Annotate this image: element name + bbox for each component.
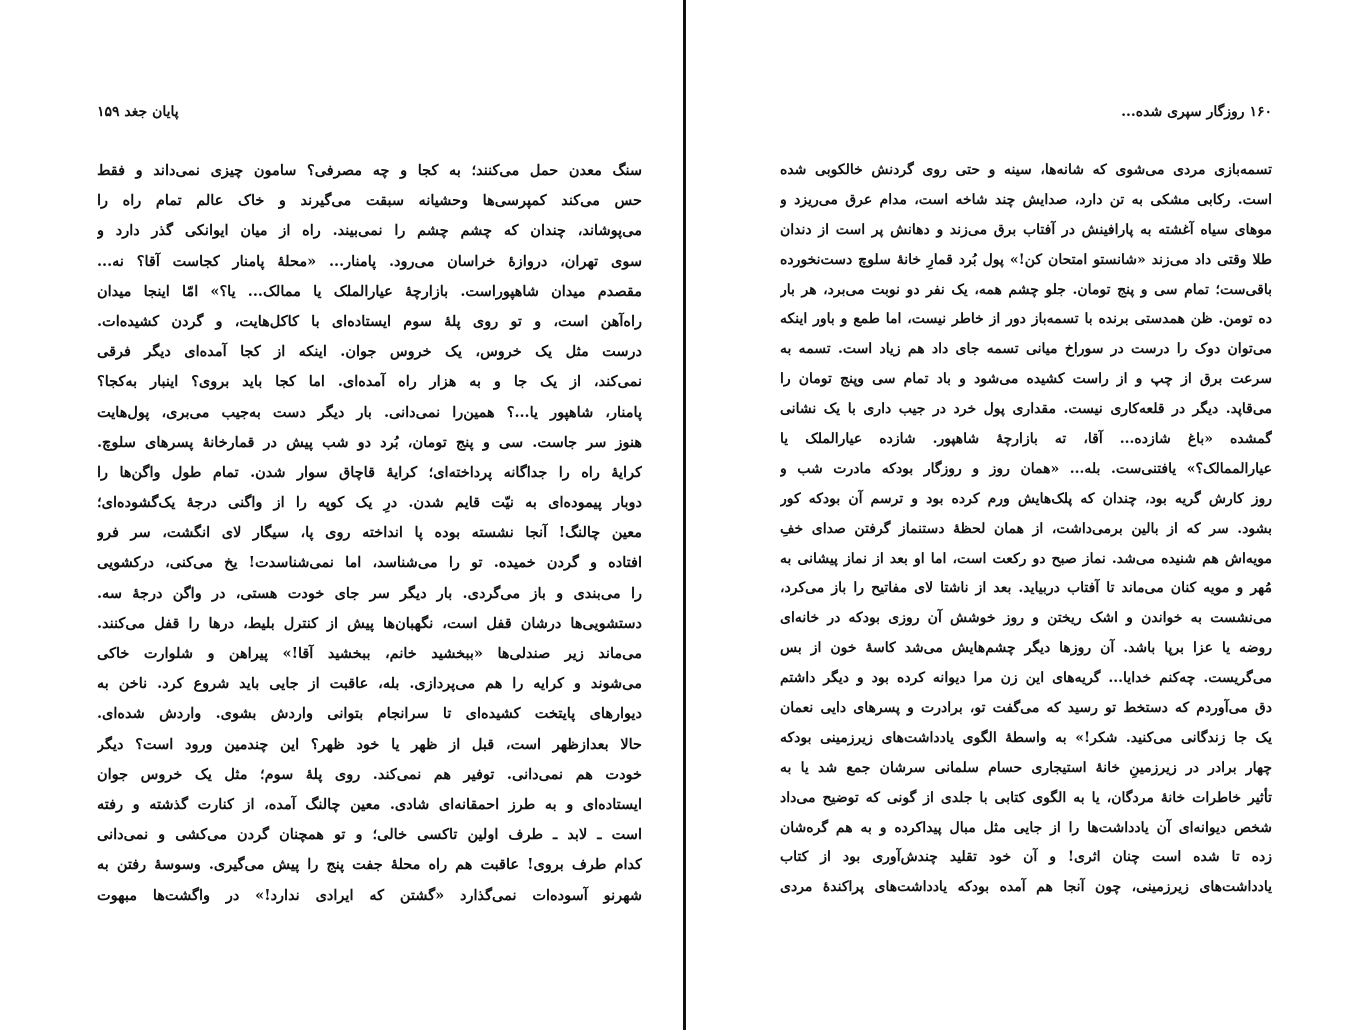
text-line: بشود. سر که از بالین برمی‌داشت، از همان لحظهٔ دستنماز گرفتن صدای خفِ	[780, 520, 1272, 537]
text-line: درست مثل یک خروس، یک خروس جوان. اینکه از کجا آمده‌ای دیگر فرقی	[97, 343, 642, 361]
text-line: حس می‌کند کمپرسی‌ها وحشیانه سبقت می‌گیرند و خاک عالم تمام راه را	[97, 192, 642, 210]
text-line: می‌توان دوک را درست در سوراخ میانی تسمه جای داد هم زیاد است. تسمه به	[780, 341, 1272, 358]
text-line: افتاده و گردن خمیده. تو را می‌شناسد، اما نمی‌شناسدت! یخ می‌کنی، درکشویی	[97, 554, 642, 572]
text-line: یادداشت‌های زیرزمینی، چون آنجا هم آمده بودکه یادداشت‌های پراکندهٔ مردی	[780, 879, 1272, 896]
text-line: عیارالممالک؟» یافتنی‌ست. بله... «همان روز و روزگار بودکه مادرت شب و	[780, 460, 1272, 477]
text-line: هنوز سر جاست. سی و پنج تومان، بُرد دو شب پیش در قمارخانهٔ پسرهای سلوچ.	[97, 433, 642, 451]
text-line: پامنار، شاهپور یا...؟ همین‌را نمی‌دانی. بار دیگر دست به‌جیب می‌بری، پول‌هایت	[97, 403, 642, 421]
text-line: می‌ماند زیر صندلی‌ها «ببخشید خانم، ببخشید آقا!» پیراهن و شلوارت خاکی	[97, 645, 642, 662]
text-line: ایستاده‌ای و به طرز احمقانه‌ای شادی. معین چالنگ آمده، از کنارت گذشته و رفته	[97, 795, 642, 813]
text-line: خودت هم نمی‌دانی. توفیر هم نمی‌کند. روی پلهٔ سوم؛ مثل یک خروس جوان	[97, 765, 642, 783]
page-gutter-divider	[683, 0, 686, 1030]
running-header-right: ۱۶۰ روزگار سپری شده...	[1121, 104, 1272, 120]
text-line: دستشویی‌ها درشان قفل است، نگهبان‌ها پیش از کنترل بلیط، درها را قفل می‌کنند.	[97, 614, 642, 632]
text-line: مُهر و مویه کنان می‌ماند تا آفتاب دربیاید. بعد از ناشتا لای مفاتیح را باز می‌کرد،	[780, 580, 1272, 597]
text-line: روضه یا عزا برپا باشد. آن روزها دیگر چشم‌هایش می‌شد کاسهٔ خون از بس	[780, 640, 1272, 657]
text-line: است ـ لابد ـ طرف اولین تاکسی خالی؛ و تو همچنان گردن می‌کشی و نمی‌دانی	[97, 826, 642, 844]
text-line: کدام طرف بروی! عاقبت هم راه محلهٔ جفت پنج را پیش می‌گیری. وسوسهٔ رفتن به	[97, 856, 642, 874]
text-line: می‌گریست. چه‌کنم خدایا... گریه‌های این زن مرا دیوانه کرده بود و دیگر داشتم	[780, 670, 1272, 687]
text-line: چهار برادر در زیرزمینِ خانهٔ استیجاری حسام سلمانی سرشان جمع شد یا به	[780, 759, 1272, 776]
right-page	[780, 0, 1272, 1030]
text-line: شهرنو آسوده‌ات نمی‌گذارد «گشتن که ایرادی ندارد!» در واگشت‌ها مبهوت	[97, 886, 642, 904]
text-line: گمشده «باغ شازده... آقا، ته بازارچهٔ شاهپور. شازده عیارالملک یا	[780, 431, 1272, 448]
text-line: می‌پوشاند، چندان که چشم چشم را نمی‌بیند. راه از میان ایوانکی گذر دارد و	[97, 222, 642, 240]
text-line: حالا بعدازظهر است، قبل از ظهر یا خود ظهر؟ این چندمین ورود است؟ دیگر	[97, 735, 642, 753]
text-line: را می‌بندی و باز می‌گردی. بار دیگر سر جای خودت هستی، در واگن درجهٔ سه.	[97, 584, 642, 602]
text-line: ده تومن. ظن همدستی برنده با تسمه‌باز دور از خاطر نیست، اما طمع و باور اینکه	[780, 311, 1272, 328]
text-line: می‌شوند و کرایه را هم می‌پردازی. بله، عاقبت از جایی باید شروع کرد. ناخن به	[97, 675, 642, 693]
text-line: نمی‌کند، از یک جا و به هزار راه آمده‌ای. اما کجا باید بروی؟ اینبار به‌کجا؟	[97, 373, 642, 391]
text-line: سوی تهران، دروازهٔ خراسان می‌رود. پامنار... «محلهٔ پامنار کجاست آقا؟ نه...	[97, 252, 642, 270]
text-line: باقی‌ست؛ تمام سی و پنج تومان. جلو چشم همه، یک نفر دو نوبت می‌برد، هر بار	[780, 281, 1272, 298]
text-line: راه‌آهن است، و تو روی پلهٔ سوم ایستاده‌ای با کاکل‌هایت، و گردن کشیده‌ات.	[97, 312, 642, 330]
running-header-left: پایان جغد ۱۵۹	[97, 104, 179, 120]
text-line: مقصدم میدان شاهپوراست. بازارچهٔ عیارالملک یا ممالک... یا؟» امّا اینجا میدان	[97, 282, 642, 300]
text-line: تسمه‌بازی مردی می‌شوی که شانه‌ها، سینه و حتی روی گردنش خالکوبی شده	[780, 162, 1272, 178]
text-line: معین چالنگ! آنجا نشسته بوده پا انداخته روی پا، سیگار لای انگشت، سر فرو	[97, 524, 642, 542]
right-page-body	[780, 156, 1272, 903]
text-line: مویه‌اش هم شنیده می‌شد. نماز صبح دو رکعت است، اما او بعد از نماز پیشانی به	[780, 550, 1272, 567]
text-line: کرایهٔ راه را جداگانه پرداخته‌ای؛ کرایهٔ قاچاق سوار شدن. تمام طول واگن‌ها را	[97, 463, 642, 481]
text-line: طلا وقتی داد می‌زند «شانستو امتحان کن!» پول بُرد قمارِ خانهٔ سلوچ دست‌نخورده	[780, 251, 1272, 268]
text-line: می‌نشست به خواندن و اشک ریختن و روز خوشش آن روزی بودکه در خانه‌ای	[780, 610, 1272, 627]
text-line: می‌قاپد. دیگر در قلعه‌کاری نیست. مقداری پول خرد در جیب داری با یک نشانی	[780, 401, 1272, 418]
text-line: یک جا زندگانی می‌کنید. شکر!» به واسطهٔ الگوی یادداشت‌های زیرزمینی بودکه	[780, 729, 1272, 746]
text-line: سنگ معدن حمل می‌کنند؛ به کجا و چه مصرفی؟ سامون چیزی نمی‌داند و فقط	[97, 162, 642, 179]
text-line: دوبار پیموده‌ای به نیّت قایم شدن. درِ یک کوپه را از واگنی درجهٔ یک‌گشوده‌ای؛	[97, 494, 642, 512]
text-line: تأثیر خاطرات خانهٔ مردگان، یا به الگوی کتابی با جلدی از گونی که توضیح می‌داد	[780, 789, 1272, 806]
text-line: موهای سیاه آغشته به پارافینش در آفتاب برق می‌زند و دهانش پر است از دندان	[780, 221, 1272, 238]
left-page-body	[97, 156, 642, 911]
text-line: است. رکابی مشکی به تن دارد، صدایش چند شاخه است، مدام عرق می‌ریزد و	[780, 191, 1272, 208]
left-page	[97, 0, 642, 1030]
text-line: سرعت برق از چپ و از راست کشیده می‌شود و باد تمام سی وپنج تومان را	[780, 371, 1272, 388]
text-line: دق می‌آوردم که دستخط تو رسید که می‌گفت تو، برادرت و پسرهای دایی نعمان	[780, 700, 1272, 717]
text-line: شخص دیوانه‌ای آن یادداشت‌ها را از جایی مثل مبال پیداکرده و به هم گره‌شان	[780, 819, 1272, 836]
text-line: زده تا شده است چنان اثری! و آن خود تقلید چندش‌آوری بود از کتاب	[780, 849, 1272, 866]
text-line: دیوارهای پایتخت کشیده‌ای تا سرانجام بتوانی واردش بشوی. واردش شده‌ای.	[97, 705, 642, 723]
text-line: روز کارش گریه بود، چندان که پلک‌هایش ورم کرده بود و ترسم آن بودکه کور	[780, 490, 1272, 507]
